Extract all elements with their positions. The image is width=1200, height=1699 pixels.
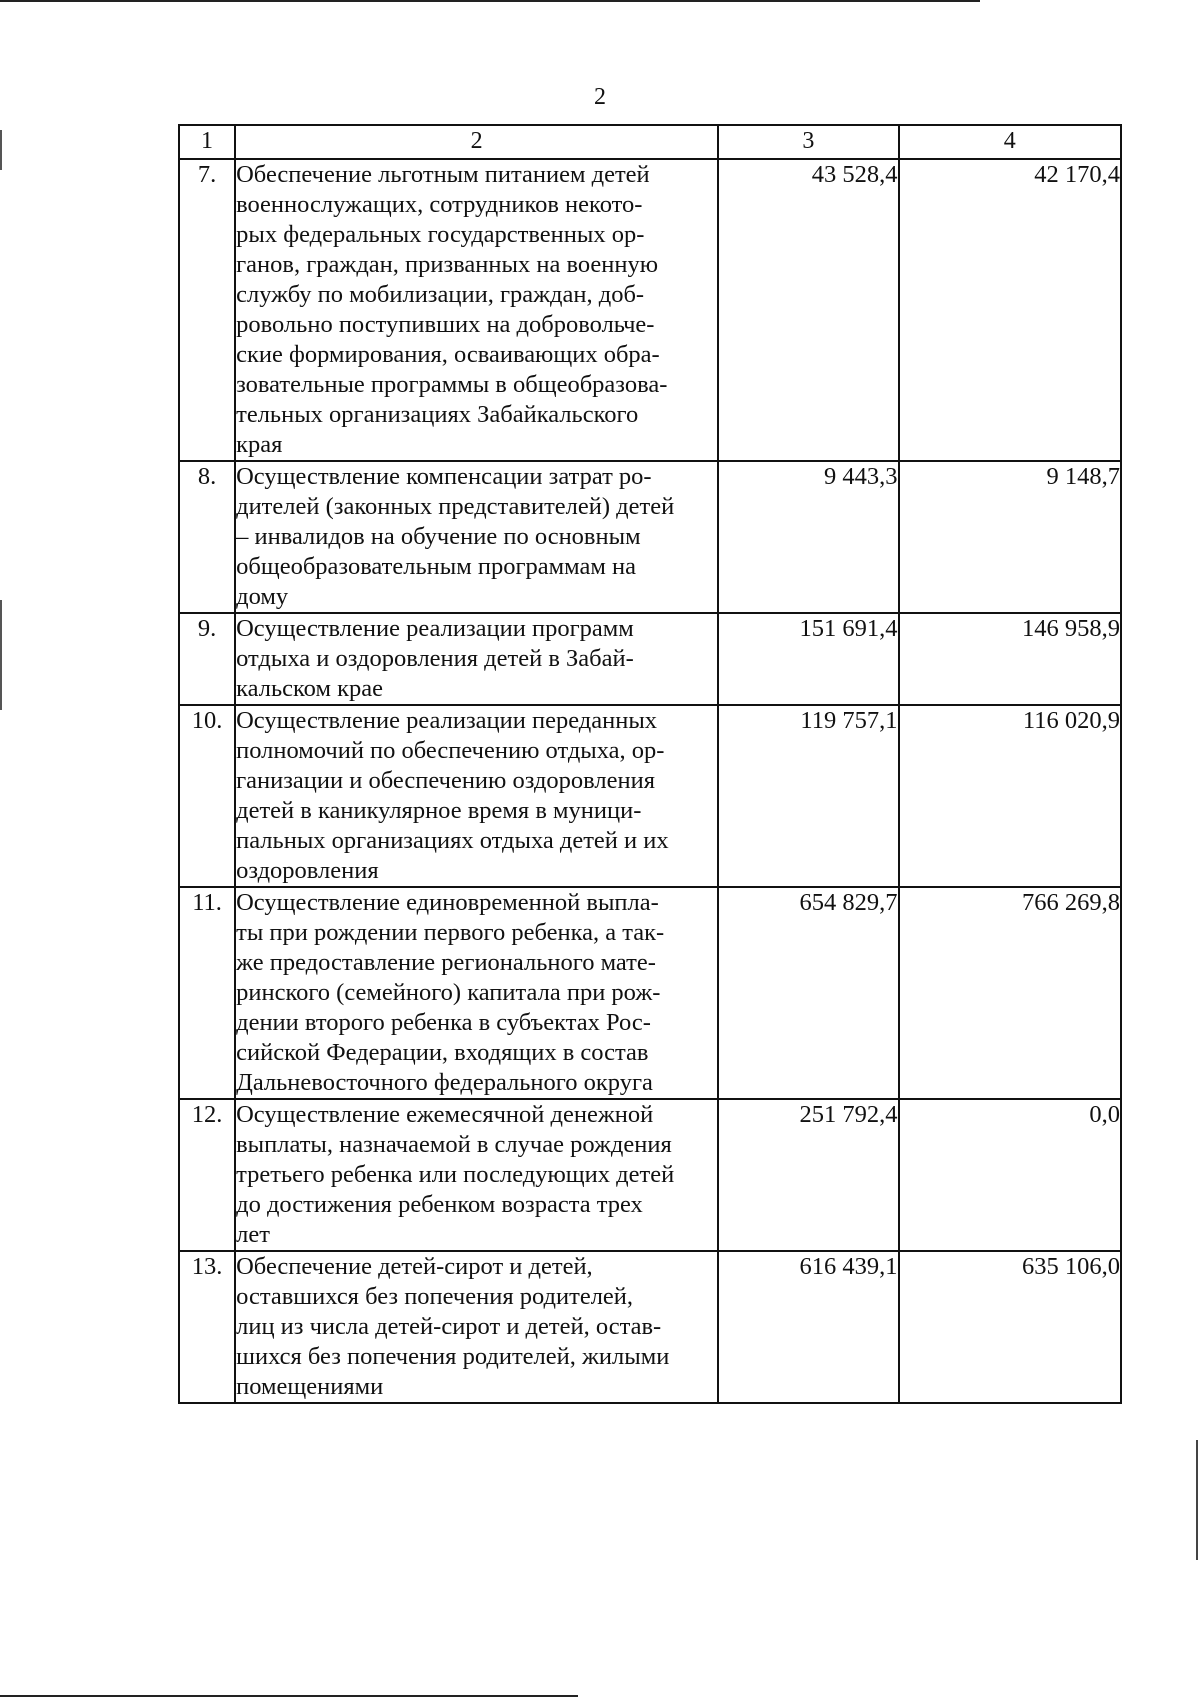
row-description	[235, 887, 718, 1099]
column-header: 1	[179, 125, 235, 159]
scan-edge-right	[1196, 1440, 1198, 1560]
row-description	[235, 613, 718, 705]
value-column-4: 146 958,9	[899, 613, 1122, 705]
description-line: пальных организациях отдыха детей и их	[236, 827, 669, 854]
scan-edge-bottom	[0, 1695, 578, 1697]
description-line: третьего ребенка или последующих детей	[236, 1161, 675, 1188]
table-row	[179, 705, 1121, 887]
table-header-row	[179, 125, 1121, 159]
description-line: службу по мобилизации, граждан, доб-	[236, 281, 645, 308]
value-column-4: 766 269,8	[899, 887, 1122, 1099]
table-row	[179, 1251, 1121, 1403]
column-header: 3	[718, 125, 898, 159]
row-description	[235, 159, 718, 461]
row-number: 9.	[179, 613, 235, 705]
description-line: оздоровления	[236, 857, 379, 884]
page-number: 2	[594, 84, 606, 110]
description-line: Дальневосточного федерального округа	[236, 1069, 653, 1096]
description-line: рых федеральных государственных ор-	[236, 221, 645, 248]
row-description	[235, 461, 718, 613]
value-column-3: 43 528,4	[718, 159, 898, 461]
description-line: кальском крае	[236, 675, 383, 702]
row-number: 8.	[179, 461, 235, 613]
row-description	[235, 1099, 718, 1251]
description-line: отдыха и оздоровления детей в Забай-	[236, 645, 634, 672]
description-line: дому	[236, 583, 289, 610]
row-number: 13.	[179, 1251, 235, 1403]
description-line: края	[236, 431, 283, 458]
description-line: – инвалидов на обучение по основным	[236, 523, 641, 550]
description-line: дении второго ребенка в субъектах Рос-	[236, 1009, 651, 1036]
scan-edge-left	[0, 600, 2, 710]
description-line: ганизации и обеспечению оздоровления	[236, 767, 656, 794]
description-line: Осуществление реализации программ	[236, 615, 634, 642]
value-column-3: 251 792,4	[718, 1099, 898, 1251]
description-line: лиц из числа детей-сирот и детей, остав-	[236, 1313, 662, 1340]
value-column-4: 635 106,0	[899, 1251, 1122, 1403]
description-line: Осуществление единовременной выпла-	[236, 889, 659, 916]
description-line: тельных организациях Забайкальского	[236, 401, 639, 428]
value-column-3: 9 443,3	[718, 461, 898, 613]
value-column-4: 116 020,9	[899, 705, 1122, 887]
description-line: Обеспечение детей-сирот и детей,	[236, 1253, 593, 1280]
description-line: оставшихся без попечения родителей,	[236, 1283, 634, 1310]
row-description	[235, 1251, 718, 1403]
table-row	[179, 1099, 1121, 1251]
value-column-3: 119 757,1	[718, 705, 898, 887]
description-line: же предоставление регионального мате-	[236, 949, 656, 976]
description-line: Осуществление компенсации затрат ро-	[236, 463, 652, 490]
value-column-3: 151 691,4	[718, 613, 898, 705]
description-line: ты при рождении первого ребенка, а так-	[236, 919, 665, 946]
description-line: Осуществление реализации переданных	[236, 707, 658, 734]
description-line: общеобразовательным программам на	[236, 553, 636, 580]
scan-edge-left	[0, 130, 2, 170]
description-line: ринского (семейного) капитала при рож-	[236, 979, 661, 1006]
row-description	[235, 705, 718, 887]
description-line: выплаты, назначаемой в случае рождения	[236, 1131, 672, 1158]
description-line: военнослужащих, сотрудников некото-	[236, 191, 643, 218]
description-line: лет	[236, 1221, 270, 1248]
table-row	[179, 461, 1121, 613]
description-line: шихся без попечения родителей, жилыми	[236, 1343, 670, 1370]
table-row	[179, 887, 1121, 1099]
row-number: 10.	[179, 705, 235, 887]
column-header: 2	[235, 125, 718, 159]
description-line: полномочий по обеспечению отдыха, ор-	[236, 737, 665, 764]
description-line: помещениями	[236, 1373, 384, 1400]
description-line: детей в каникулярное время в муници-	[236, 797, 642, 824]
description-line: дителей (законных представителей) детей	[236, 493, 675, 520]
row-number: 12.	[179, 1099, 235, 1251]
value-column-3: 654 829,7	[718, 887, 898, 1099]
description-line: ские формирования, осваивающих обра-	[236, 341, 660, 368]
value-column-3: 616 439,1	[718, 1251, 898, 1403]
description-line: зовательные программы в общеобразова-	[236, 371, 668, 398]
description-line: ровольно поступивших на добровольче-	[236, 311, 655, 338]
row-number: 7.	[179, 159, 235, 461]
description-line: до достижения ребенком возраста трех	[236, 1191, 643, 1218]
table-row	[179, 613, 1121, 705]
value-column-4: 42 170,4	[899, 159, 1122, 461]
scan-edge-top	[0, 0, 980, 2]
value-column-4: 9 148,7	[899, 461, 1122, 613]
description-line: Обеспечение льготным питанием детей	[236, 161, 650, 188]
description-line: ганов, граждан, призванных на военную	[236, 251, 659, 278]
description-line: сийской Федерации, входящих в состав	[236, 1039, 649, 1066]
table-row	[179, 159, 1121, 461]
value-column-4: 0,0	[899, 1099, 1122, 1251]
column-header: 4	[899, 125, 1122, 159]
row-number: 11.	[179, 887, 235, 1099]
data-table	[178, 124, 1122, 1404]
description-line: Осуществление ежемесячной денежной	[236, 1101, 654, 1128]
